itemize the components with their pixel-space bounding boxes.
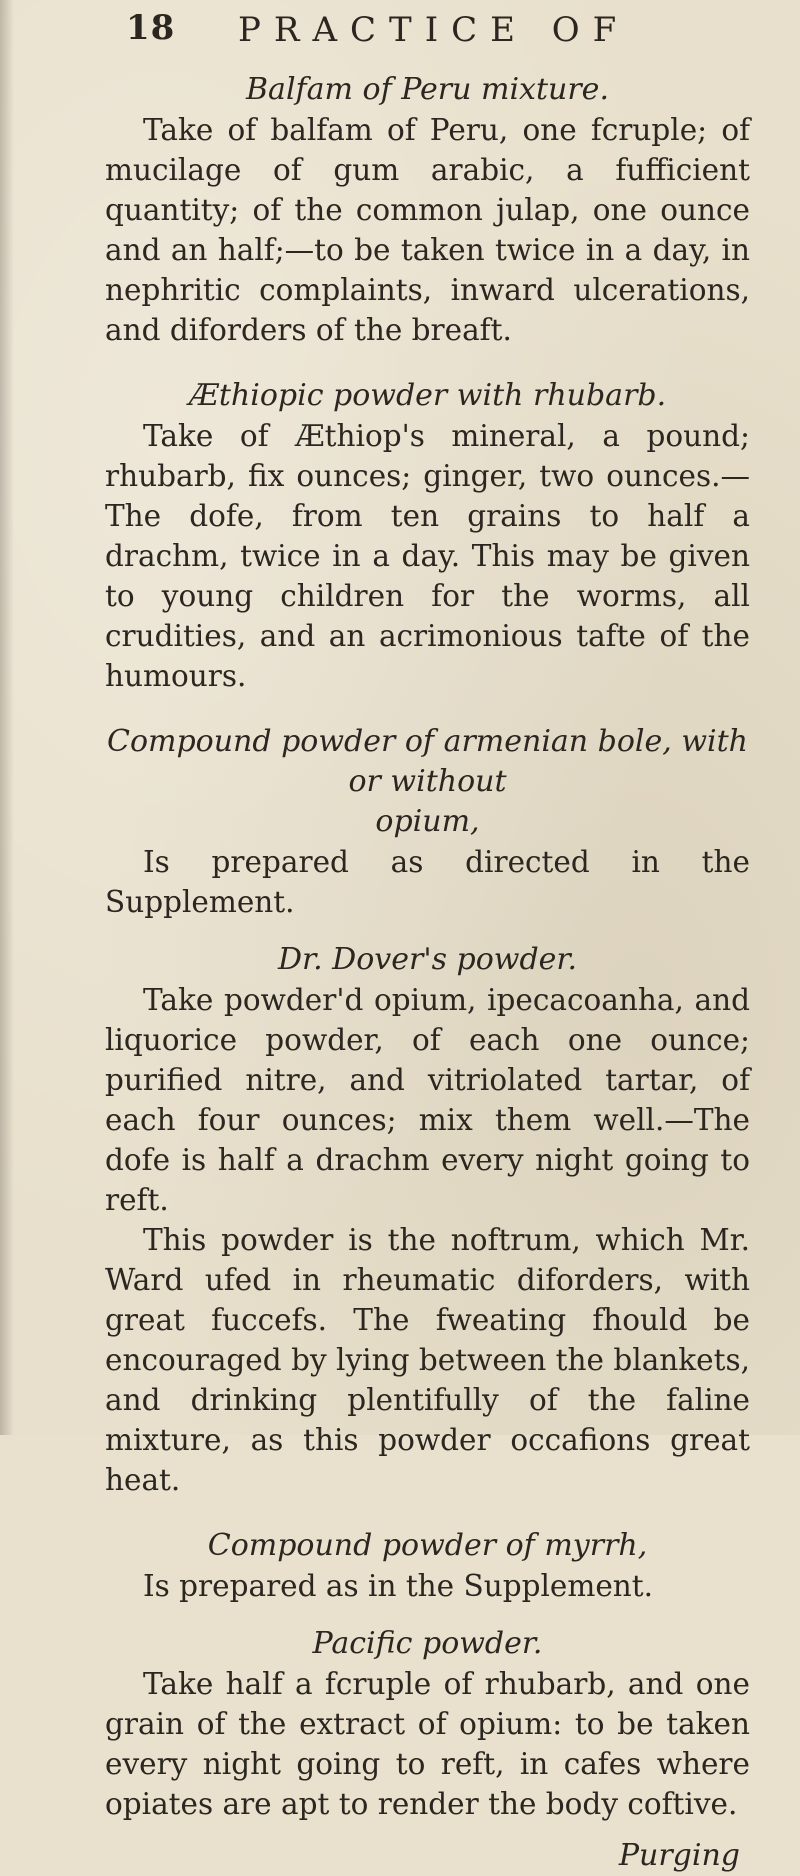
paragraph: Is prepared as in the Supplement. [143, 1569, 654, 1603]
page-number: 18 [126, 8, 176, 48]
section-heading: Balfam of Peru mixture. [246, 72, 609, 107]
paragraph: Take half a fcruple of rhubarb, and one grain of the extract of opium: to be taken every night going to reft, in cafes where opiates are apt to render the body coftive. [105, 1667, 750, 1821]
running-title: PRACTICE OF [238, 10, 630, 50]
paragraph: This powder is the noftrum, which Mr. Ward ufed in rheumatic diforders, with great fuccefs. The fweating fhould be encouraged by lying between the blankets, and drinking plentifully of the faline mixture, as this powder occafions great heat. [105, 1223, 750, 1497]
section-heading: Compound powder of armenian bole, with or without [106, 724, 748, 799]
paragraph: Is prepared as directed in the Supplement. [105, 845, 750, 919]
section-heading-continued: opium, [375, 804, 480, 839]
catchword: Purging [618, 1838, 740, 1873]
paragraph: Take of Æthiop's mineral, a pound; rhubarb, fix ounces; ginger, two ounces.—The dofe, from ten grains to half a drachm, twice in a day. This may be given to young children for the worms, all crudities, and an acrimonious tafte of the humours. [105, 419, 750, 693]
section-heading: Dr. Dover's powder. [278, 942, 577, 977]
paragraph: Take powder'd opium, ipecacoanha, and liquorice powder, of each one ounce; purified nitre, and vitriolated tartar, of each four ounces; mix them well.—The dofe is half a drachm every night going to reft. [105, 983, 750, 1217]
body-text [105, 70, 750, 1876]
section-heading: Æthiopic powder with rhubarb. [188, 378, 667, 413]
running-head [126, 8, 730, 52]
section-heading: Compound powder of myrrh, [207, 1528, 648, 1563]
section-heading: Pacific powder. [312, 1626, 543, 1661]
paragraph: Take of balfam of Peru, one fcruple; of mucilage of gum arabic, a fufficient quantity; of the common julap, one ounce and an half;—to be taken twice in a day, in nephritic complaints, inward ulcerations, and diforders of the breaft. [105, 113, 750, 347]
spine-shadow [0, 0, 14, 1435]
